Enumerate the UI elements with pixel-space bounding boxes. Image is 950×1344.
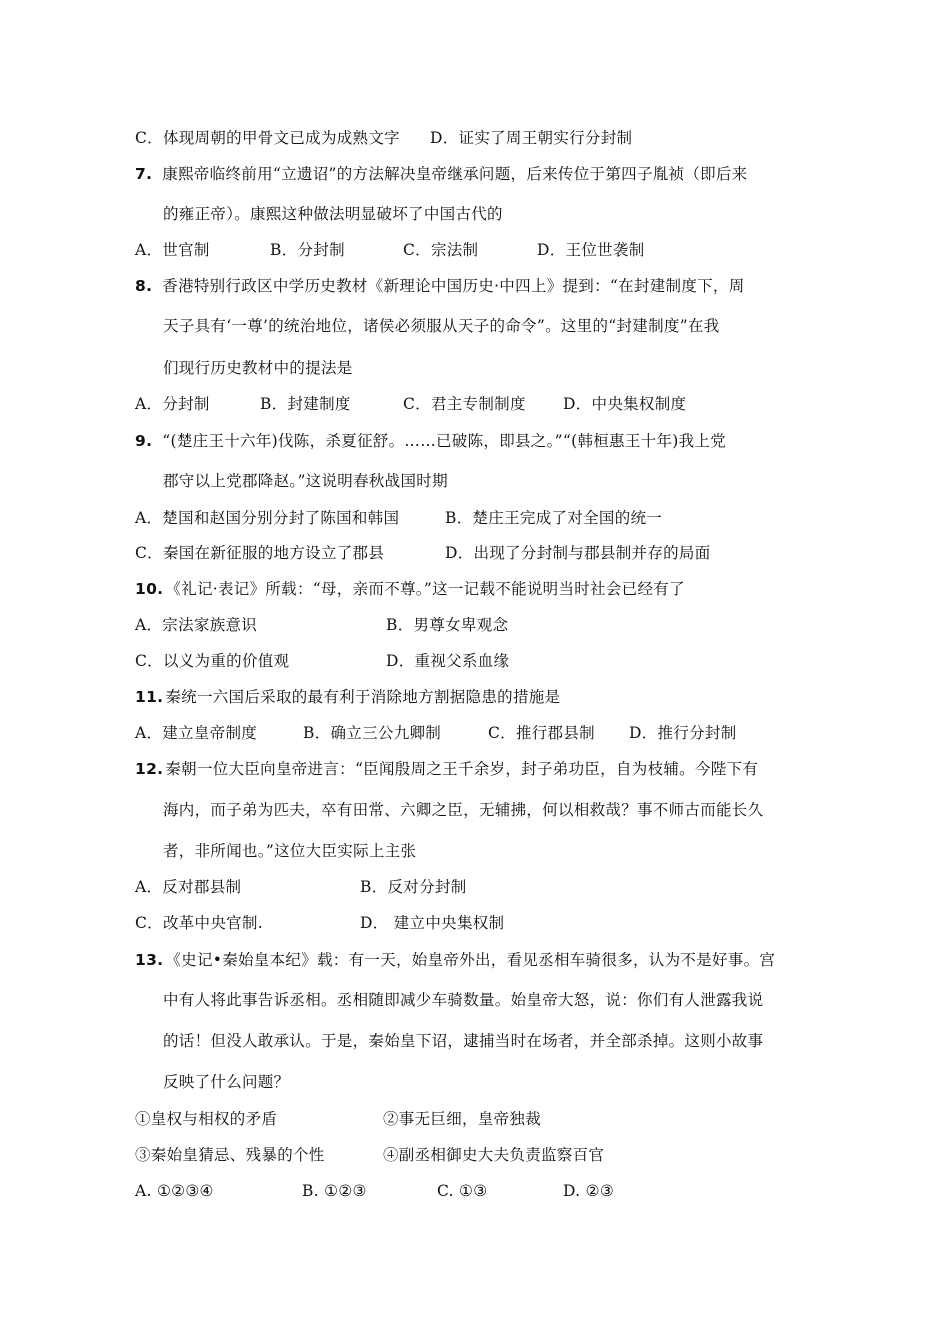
q8-text-1: 香港特别行政区中学历史教材《新理论中国历史·中四上》提到：“在封建制度下，周 [162, 277, 745, 295]
q13-option-d: D. ②③ [563, 1182, 615, 1200]
q8-option-a: A．分封制 [135, 395, 210, 413]
q11-option-b: B．确立三公九卿制 [303, 724, 442, 742]
q11-line-1 [135, 687, 560, 707]
q11-option-d: D．推行分封制 [629, 724, 737, 742]
q7-option-a: A．世官制 [135, 241, 210, 259]
q12-option-d: D． 建立中央集权制 [360, 914, 505, 932]
q9-text-2: 郡守以上党郡降赵。”这说明春秋战国时期 [163, 472, 448, 490]
q7-text-2: 的雍正帝）。康熙这种做法明显破坏了中国古代的 [163, 205, 503, 223]
q13-statement-2: ②事无巨细，皇帝独裁 [383, 1110, 542, 1128]
q12-text-3: 者，非所闻也。”这位大臣实际上主张 [163, 842, 417, 860]
q10-line-1 [135, 579, 685, 599]
q11-option-c: C．推行郡县制 [488, 724, 595, 742]
q13-line-1 [135, 950, 775, 970]
q8-line-1 [135, 276, 745, 296]
q8-text-2: 天子具有‘一尊’的统治地位，诸侯必须服从天子的命令”。这里的“封建制度”在我 [163, 317, 720, 335]
q7-option-d: D．王位世袭制 [537, 241, 645, 259]
q10-option-c: C．以义为重的价值观 [135, 652, 290, 670]
q8-option-b: B．封建制度 [260, 395, 351, 413]
q13-statement-3: ③秦始皇猜忌、残暴的个性 [135, 1146, 325, 1164]
q13-text-2: 中有人将此事告诉丞相。丞相随即减少车骑数量。始皇帝大怒，说：你们有人泄露我说 [163, 991, 764, 1009]
q7-option-c: C．宗法制 [403, 241, 479, 259]
q12-option-c: C．改革中央官制. [135, 914, 263, 932]
q13-statement-1: ①皇权与相权的矛盾 [135, 1110, 278, 1128]
q9-line-1 [135, 431, 726, 451]
q13-option-b: B. ①②③ [302, 1182, 367, 1200]
q13-statement-4: ④副丞相御史大夫负责监察百官 [383, 1146, 605, 1164]
q9-option-a: A．楚国和赵国分别分封了陈国和韩国 [135, 509, 400, 527]
q7-line-1 [135, 164, 748, 184]
q10-option-b: B．男尊女卑观念 [386, 616, 509, 634]
q8-text-3: 们现行历史教材中的提法是 [163, 359, 353, 377]
q11-option-a: A．建立皇帝制度 [135, 724, 258, 742]
q8-number: 8. [135, 277, 153, 295]
q9-text-1: “(楚庄王十六年)伐陈，杀夏征舒。……已破陈，即县之。”“(韩桓惠王十年)我上党 [162, 432, 726, 450]
q10-number: 10. [135, 580, 164, 598]
q10-option-a: A．宗法家族意识 [135, 616, 258, 634]
q13-text-1: 《史记•秦始皇本纪》载：有一天，始皇帝外出，看见丞相车骑很多，认为不是好事。宫 [165, 951, 776, 969]
q8-option-d: D．中央集权制度 [563, 395, 687, 413]
q13-option-c: C. ①③ [437, 1182, 488, 1200]
q12-text-2: 海内，而子弟为匹夫，卒有田常、六卿之臣，无辅拂，何以相救哉？事不师古而能长久 [163, 801, 764, 819]
q12-option-b: B．反对分封制 [360, 878, 467, 896]
q11-number: 11. [135, 688, 164, 706]
q6-option-c: C．体现周朝的甲骨文已成为成熟文字 [135, 129, 400, 147]
q13-text-3: 的话！但没人敢承认。于是，秦始皇下诏，逮捕当时在场者，并全部杀掉。这则小故事 [163, 1032, 764, 1050]
q13-option-a: A. ①②③④ [135, 1182, 214, 1200]
q6-option-d: D．证实了周王朝实行分封制 [430, 129, 633, 147]
q13-number: 13. [135, 951, 164, 969]
q7-text-1: 康熙帝临终前用“立遗诏”的方法解决皇帝继承问题，后来传位于第四子胤祯（即后来 [162, 165, 748, 183]
q7-option-b: B．分封制 [270, 241, 345, 259]
q9-option-d: D．出现了分封制与郡县制并存的局面 [445, 544, 711, 562]
q13-text-4: 反映了什么问题？ [163, 1073, 290, 1091]
q10-text-1: 《礼记·表记》所载：“母，亲而不尊。”这一记载不能说明当时社会已经有了 [165, 580, 685, 598]
q7-number: 7. [135, 165, 153, 183]
q10-option-d: D．重视父系血缘 [386, 652, 510, 670]
q12-number: 12. [135, 760, 164, 778]
q11-text-1: 秦统一六国后采取的最有利于消除地方割据隐患的措施是 [165, 688, 561, 706]
q12-text-1: 秦朝一位大臣向皇帝进言：“臣闻殷周之王千余岁，封子弟功臣，自为枝辅。今陛下有 [165, 760, 759, 778]
q9-option-b: B．楚庄王完成了对全国的统一 [445, 509, 663, 527]
q8-option-c: C．君主专制制度 [403, 395, 526, 413]
q9-option-c: C．秦国在新征服的地方设立了郡县 [135, 544, 385, 562]
q9-number: 9. [135, 432, 153, 450]
q12-line-1 [135, 759, 758, 779]
q12-option-a: A．反对郡县制 [135, 878, 242, 896]
